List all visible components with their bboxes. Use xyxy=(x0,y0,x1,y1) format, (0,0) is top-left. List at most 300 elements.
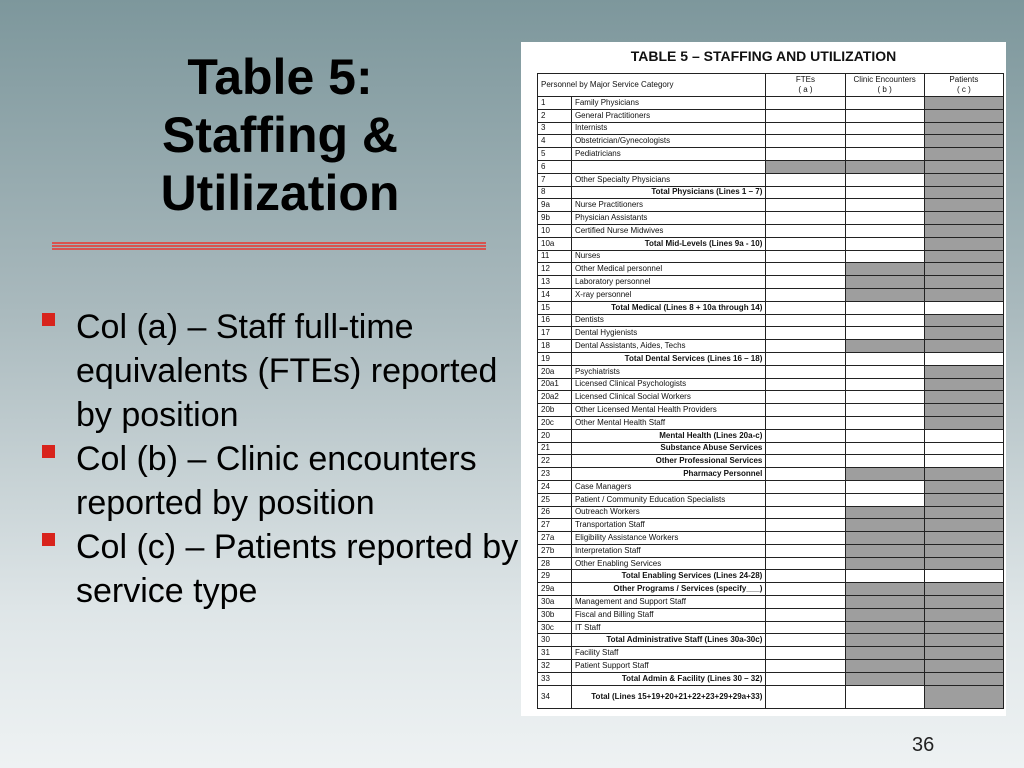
bullet-item xyxy=(40,437,520,525)
bullet-square-icon xyxy=(42,313,55,326)
encounters-cell xyxy=(845,314,924,327)
fte-cell xyxy=(766,532,845,545)
row-label: Total Admin & Facility (Lines 30 – 32) xyxy=(571,672,765,685)
patients-cell xyxy=(924,429,1003,442)
row-number: 17 xyxy=(538,327,572,340)
row-label: IT Staff xyxy=(571,621,765,634)
fte-cell xyxy=(766,416,845,429)
row-label: Case Managers xyxy=(571,480,765,493)
fte-cell xyxy=(766,442,845,455)
fte-cell xyxy=(766,570,845,583)
patients-cell xyxy=(924,660,1003,673)
row-label: Nurse Practitioners xyxy=(571,199,765,212)
patients-cell xyxy=(924,493,1003,506)
encounters-cell xyxy=(845,173,924,186)
fte-cell xyxy=(766,109,845,122)
encounters-cell xyxy=(845,519,924,532)
table-row xyxy=(538,608,1004,621)
table-row xyxy=(538,621,1004,634)
table-row xyxy=(538,365,1004,378)
row-label: Other Licensed Mental Health Providers xyxy=(571,404,765,417)
row-label: Patient / Community Education Specialists xyxy=(571,493,765,506)
fte-cell xyxy=(766,186,845,199)
patients-cell xyxy=(924,186,1003,199)
row-number: 22 xyxy=(538,455,572,468)
patients-cell xyxy=(924,122,1003,135)
encounters-cell xyxy=(845,480,924,493)
row-label: Dental Hygienists xyxy=(571,327,765,340)
row-number: 30b xyxy=(538,608,572,621)
row-label: Total Enabling Services (Lines 24-28) xyxy=(571,570,765,583)
bullet-square-icon xyxy=(42,533,55,546)
patients-cell xyxy=(924,672,1003,685)
table-row xyxy=(538,468,1004,481)
patients-cell xyxy=(924,250,1003,263)
row-label: Pediatricians xyxy=(571,148,765,161)
encounters-cell xyxy=(845,583,924,596)
row-label: Other Mental Health Staff xyxy=(571,416,765,429)
row-label: Other Medical personnel xyxy=(571,263,765,276)
fte-cell xyxy=(766,480,845,493)
fte-cell xyxy=(766,135,845,148)
row-label: Pharmacy Personnel xyxy=(571,468,765,481)
fte-cell xyxy=(766,173,845,186)
row-label: Nurses xyxy=(571,250,765,263)
row-label: Dental Assistants, Aides, Techs xyxy=(571,340,765,353)
table-row xyxy=(538,685,1004,708)
fte-cell xyxy=(766,148,845,161)
fte-cell xyxy=(766,160,845,173)
row-number: 26 xyxy=(538,506,572,519)
patients-cell xyxy=(924,391,1003,404)
fte-cell xyxy=(766,404,845,417)
patients-cell xyxy=(924,416,1003,429)
fte-cell xyxy=(766,199,845,212)
table-row xyxy=(538,480,1004,493)
encounters-cell xyxy=(845,276,924,289)
patients-cell xyxy=(924,468,1003,481)
fte-cell xyxy=(766,327,845,340)
patients-cell xyxy=(924,442,1003,455)
row-label: Dentists xyxy=(571,314,765,327)
row-number: 11 xyxy=(538,250,572,263)
row-label: Other Enabling Services xyxy=(571,557,765,570)
row-label: Mental Health (Lines 20a-c) xyxy=(571,429,765,442)
row-label: Interpretation Staff xyxy=(571,544,765,557)
encounters-cell xyxy=(845,685,924,708)
table-row xyxy=(538,340,1004,353)
row-number: 19 xyxy=(538,352,572,365)
table-row xyxy=(538,455,1004,468)
bullet-text: Col (c) – Patients reported by service type xyxy=(76,528,519,610)
table-row xyxy=(538,634,1004,647)
slide-title xyxy=(40,48,520,222)
patients-cell xyxy=(924,404,1003,417)
row-label: Physician Assistants xyxy=(571,212,765,225)
row-number: 20a2 xyxy=(538,391,572,404)
encounters-cell xyxy=(845,429,924,442)
patients-cell xyxy=(924,352,1003,365)
row-number: 12 xyxy=(538,263,572,276)
row-label: Family Physicians xyxy=(571,97,765,110)
row-number: 20c xyxy=(538,416,572,429)
row-number: 14 xyxy=(538,288,572,301)
row-number: 27b xyxy=(538,544,572,557)
table-row xyxy=(538,416,1004,429)
encounters-cell xyxy=(845,391,924,404)
row-label: Obstetrician/Gynecologists xyxy=(571,135,765,148)
row-label: Total (Lines 15+19+20+21+22+23+29+29a+33) xyxy=(571,685,765,708)
fte-cell xyxy=(766,660,845,673)
patients-cell xyxy=(924,212,1003,225)
encounters-cell xyxy=(845,596,924,609)
encounters-cell xyxy=(845,557,924,570)
encounters-cell xyxy=(845,570,924,583)
header-encounters: Clinic Encounters ( b ) xyxy=(845,74,924,97)
row-number: 30a xyxy=(538,596,572,609)
row-label: Substance Abuse Services xyxy=(571,442,765,455)
encounters-cell xyxy=(845,634,924,647)
table-row xyxy=(538,493,1004,506)
row-number: 8 xyxy=(538,186,572,199)
encounters-cell xyxy=(845,109,924,122)
row-label: X-ray personnel xyxy=(571,288,765,301)
fte-cell xyxy=(766,340,845,353)
encounters-cell xyxy=(845,647,924,660)
row-label: Outreach Workers xyxy=(571,506,765,519)
header-patients: Patients ( c ) xyxy=(924,74,1003,97)
table-row xyxy=(538,263,1004,276)
patients-cell xyxy=(924,327,1003,340)
fte-cell xyxy=(766,122,845,135)
row-number: 10 xyxy=(538,224,572,237)
fte-cell xyxy=(766,429,845,442)
patients-cell xyxy=(924,314,1003,327)
fte-cell xyxy=(766,544,845,557)
row-number: 29a xyxy=(538,583,572,596)
table-row xyxy=(538,109,1004,122)
encounters-cell xyxy=(845,199,924,212)
table-row xyxy=(538,148,1004,161)
table-row xyxy=(538,288,1004,301)
patients-cell xyxy=(924,365,1003,378)
patients-cell xyxy=(924,596,1003,609)
fte-cell xyxy=(766,352,845,365)
table-row xyxy=(538,532,1004,545)
row-number: 18 xyxy=(538,340,572,353)
title-line: Table 5: xyxy=(187,49,373,105)
row-label: Other Professional Services xyxy=(571,455,765,468)
fte-cell xyxy=(766,365,845,378)
patients-cell xyxy=(924,276,1003,289)
table-row xyxy=(538,378,1004,391)
encounters-cell xyxy=(845,160,924,173)
row-label: General Practitioners xyxy=(571,109,765,122)
row-number: 27 xyxy=(538,519,572,532)
fte-cell xyxy=(766,621,845,634)
row-number: 4 xyxy=(538,135,572,148)
row-number: 3 xyxy=(538,122,572,135)
row-label: Licensed Clinical Psychologists xyxy=(571,378,765,391)
encounters-cell xyxy=(845,378,924,391)
table-row xyxy=(538,250,1004,263)
header-category: Personnel by Major Service Category xyxy=(538,74,766,97)
row-label: Psychiatrists xyxy=(571,365,765,378)
bullet-text: Col (a) – Staff full-time equivalents (FTEs) reported by position xyxy=(76,308,498,434)
fte-cell xyxy=(766,237,845,250)
patients-cell xyxy=(924,557,1003,570)
row-number: 20 xyxy=(538,429,572,442)
fte-cell xyxy=(766,596,845,609)
title-line: Utilization xyxy=(160,165,400,221)
row-label: Licensed Clinical Social Workers xyxy=(571,391,765,404)
fte-cell xyxy=(766,301,845,314)
encounters-cell xyxy=(845,327,924,340)
row-label: Laboratory personnel xyxy=(571,276,765,289)
row-label: Total Medical (Lines 8 + 10a through 14) xyxy=(571,301,765,314)
encounters-cell xyxy=(845,506,924,519)
patients-cell xyxy=(924,301,1003,314)
table-header-row xyxy=(538,74,1004,97)
row-number: 1 xyxy=(538,97,572,110)
patients-cell xyxy=(924,199,1003,212)
patients-cell xyxy=(924,173,1003,186)
table-row xyxy=(538,122,1004,135)
patients-cell xyxy=(924,532,1003,545)
table-row xyxy=(538,97,1004,110)
table-row xyxy=(538,583,1004,596)
row-number: 16 xyxy=(538,314,572,327)
table-row xyxy=(538,160,1004,173)
fte-cell xyxy=(766,557,845,570)
table-row xyxy=(538,301,1004,314)
bullet-list xyxy=(40,305,520,613)
table-row xyxy=(538,314,1004,327)
row-number: 23 xyxy=(538,468,572,481)
row-number: 10a xyxy=(538,237,572,250)
table-row xyxy=(538,199,1004,212)
table-row xyxy=(538,135,1004,148)
title-line: Staffing & xyxy=(161,107,399,163)
header-fte: FTEs ( a ) xyxy=(766,74,845,97)
bullet-text: Col (b) – Clinic encounters reported by position xyxy=(76,440,477,522)
row-number: 20a1 xyxy=(538,378,572,391)
encounters-cell xyxy=(845,404,924,417)
row-number: 5 xyxy=(538,148,572,161)
encounters-cell xyxy=(845,608,924,621)
table-row xyxy=(538,442,1004,455)
row-label: Patient Support Staff xyxy=(571,660,765,673)
table-row xyxy=(538,173,1004,186)
row-label: Internists xyxy=(571,122,765,135)
row-label: Total Dental Services (Lines 16 – 18) xyxy=(571,352,765,365)
staffing-table xyxy=(537,73,1004,709)
row-number: 32 xyxy=(538,660,572,673)
encounters-cell xyxy=(845,532,924,545)
encounters-cell xyxy=(845,442,924,455)
fte-cell xyxy=(766,685,845,708)
row-number: 21 xyxy=(538,442,572,455)
table-row xyxy=(538,276,1004,289)
row-number: 15 xyxy=(538,301,572,314)
fte-cell xyxy=(766,391,845,404)
table-row xyxy=(538,506,1004,519)
row-number: 20b xyxy=(538,404,572,417)
fte-cell xyxy=(766,468,845,481)
patients-cell xyxy=(924,378,1003,391)
fte-cell xyxy=(766,583,845,596)
row-label: Eligibility Assistance Workers xyxy=(571,532,765,545)
table-row xyxy=(538,672,1004,685)
table-row xyxy=(538,186,1004,199)
fte-cell xyxy=(766,263,845,276)
row-number: 27a xyxy=(538,532,572,545)
encounters-cell xyxy=(845,455,924,468)
encounters-cell xyxy=(845,224,924,237)
table-row xyxy=(538,570,1004,583)
fte-cell xyxy=(766,276,845,289)
patients-cell xyxy=(924,647,1003,660)
fte-cell xyxy=(766,634,845,647)
encounters-cell xyxy=(845,621,924,634)
patients-cell xyxy=(924,224,1003,237)
encounters-cell xyxy=(845,672,924,685)
row-number: 29 xyxy=(538,570,572,583)
row-number: 24 xyxy=(538,480,572,493)
table-row xyxy=(538,660,1004,673)
encounters-cell xyxy=(845,263,924,276)
page-number: 36 xyxy=(912,734,935,756)
table-row xyxy=(538,224,1004,237)
bullet-item xyxy=(40,305,520,437)
fte-cell xyxy=(766,212,845,225)
patients-cell xyxy=(924,519,1003,532)
patients-cell xyxy=(924,97,1003,110)
row-label: Management and Support Staff xyxy=(571,596,765,609)
row-number: 30c xyxy=(538,621,572,634)
table-row xyxy=(538,519,1004,532)
row-number: 9b xyxy=(538,212,572,225)
patients-cell xyxy=(924,544,1003,557)
table-row xyxy=(538,212,1004,225)
encounters-cell xyxy=(845,212,924,225)
row-number: 31 xyxy=(538,647,572,660)
encounters-cell xyxy=(845,135,924,148)
table-image-panel xyxy=(521,42,1006,716)
encounters-cell xyxy=(845,468,924,481)
table-row xyxy=(538,647,1004,660)
row-label: Certified Nurse Midwives xyxy=(571,224,765,237)
patients-cell xyxy=(924,263,1003,276)
row-number: 9a xyxy=(538,199,572,212)
bullet-square-icon xyxy=(42,445,55,458)
fte-cell xyxy=(766,378,845,391)
row-number: 6 xyxy=(538,160,572,173)
row-label: Total Physicians (Lines 1 – 7) xyxy=(571,186,765,199)
row-number: 33 xyxy=(538,672,572,685)
patients-cell xyxy=(924,288,1003,301)
encounters-cell xyxy=(845,365,924,378)
fte-cell xyxy=(766,455,845,468)
table-row xyxy=(538,557,1004,570)
encounters-cell xyxy=(845,122,924,135)
patients-cell xyxy=(924,621,1003,634)
row-number: 20a xyxy=(538,365,572,378)
row-number: 2 xyxy=(538,109,572,122)
encounters-cell xyxy=(845,301,924,314)
patients-cell xyxy=(924,237,1003,250)
row-label: Fiscal and Billing Staff xyxy=(571,608,765,621)
table-row xyxy=(538,237,1004,250)
patients-cell xyxy=(924,109,1003,122)
fte-cell xyxy=(766,493,845,506)
encounters-cell xyxy=(845,660,924,673)
row-number: 25 xyxy=(538,493,572,506)
row-label: Other Specialty Physicians xyxy=(571,173,765,186)
row-label: Total Mid-Levels (Lines 9a - 10) xyxy=(571,237,765,250)
fte-cell xyxy=(766,506,845,519)
encounters-cell xyxy=(845,493,924,506)
table-row xyxy=(538,404,1004,417)
row-label: Other Programs / Services (specify___) xyxy=(571,583,765,596)
encounters-cell xyxy=(845,250,924,263)
fte-cell xyxy=(766,250,845,263)
table-row xyxy=(538,544,1004,557)
patients-cell xyxy=(924,340,1003,353)
patients-cell xyxy=(924,148,1003,161)
row-label: Total Administrative Staff (Lines 30a-30c) xyxy=(571,634,765,647)
patients-cell xyxy=(924,608,1003,621)
encounters-cell xyxy=(845,352,924,365)
patients-cell xyxy=(924,570,1003,583)
encounters-cell xyxy=(845,340,924,353)
fte-cell xyxy=(766,224,845,237)
fte-cell xyxy=(766,288,845,301)
patients-cell xyxy=(924,685,1003,708)
patients-cell xyxy=(924,135,1003,148)
row-number: 13 xyxy=(538,276,572,289)
table-row xyxy=(538,596,1004,609)
fte-cell xyxy=(766,314,845,327)
row-number: 30 xyxy=(538,634,572,647)
encounters-cell xyxy=(845,186,924,199)
row-label xyxy=(571,160,765,173)
encounters-cell xyxy=(845,237,924,250)
table-row xyxy=(538,429,1004,442)
patients-cell xyxy=(924,160,1003,173)
fte-cell xyxy=(766,672,845,685)
fte-cell xyxy=(766,519,845,532)
patients-cell xyxy=(924,583,1003,596)
row-label: Facility Staff xyxy=(571,647,765,660)
row-number: 7 xyxy=(538,173,572,186)
patients-cell xyxy=(924,506,1003,519)
encounters-cell xyxy=(845,544,924,557)
encounters-cell xyxy=(845,416,924,429)
encounters-cell xyxy=(845,148,924,161)
bullet-item xyxy=(40,525,520,613)
fte-cell xyxy=(766,608,845,621)
fte-cell xyxy=(766,647,845,660)
table-row xyxy=(538,391,1004,404)
table-title: TABLE 5 – STAFFING AND UTILIZATION xyxy=(630,48,897,64)
table-row xyxy=(538,327,1004,340)
patients-cell xyxy=(924,634,1003,647)
title-divider xyxy=(52,242,486,250)
patients-cell xyxy=(924,480,1003,493)
row-label: Transportation Staff xyxy=(571,519,765,532)
encounters-cell xyxy=(845,97,924,110)
